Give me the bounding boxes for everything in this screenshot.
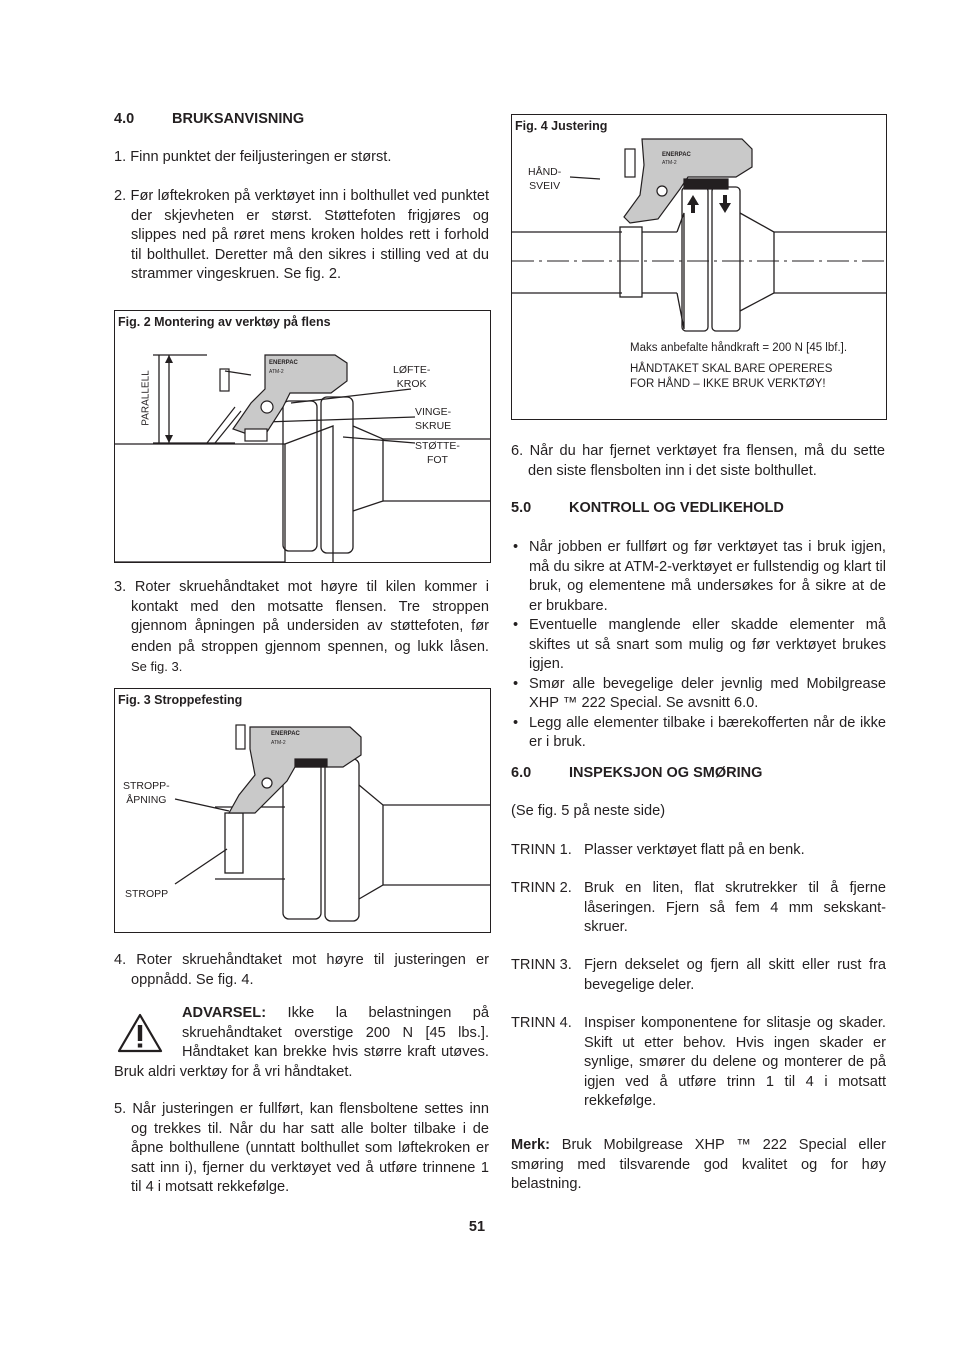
list-item: • Når jobben er fullført og før verktøyet tas i bruk igjen, må du sikre at ATM-2-verktøyet er fullstendig og klart til bruk, og elementene må undersøkes for å sikre at de er brukbare. xyxy=(511,538,886,616)
section-5-title: KONTROLL OG VEDLIKEHOLD xyxy=(569,500,784,516)
maintenance-list xyxy=(511,538,886,753)
trinn-label: TRINN 2. xyxy=(511,880,572,896)
fig4-note-warning: HÅNDTAKET SKAL BARE OPERERES FOR HÅND – IKKE BRUK VERKTØY! xyxy=(630,363,833,390)
fig3-tool-brand: ENERPAC xyxy=(271,731,300,737)
step-6: 6. Når du har fjernet verktøyet fra flensen, må du sette den siste flensbolten inn i det siste bolthullet. xyxy=(511,443,885,479)
section-6-number: 6.0 xyxy=(511,765,532,781)
section-5-number: 5.0 xyxy=(511,500,532,516)
trinn-2 xyxy=(511,879,886,938)
section-4-number: 4.0 xyxy=(114,111,135,127)
figure-3-illustration xyxy=(115,689,490,932)
label-stropp-apning: STROPP- ÅPNING xyxy=(123,780,170,806)
label-vinge-skrue: VINGE- SKRUE xyxy=(415,406,452,432)
merk-text: Bruk Mobilgrease XHP ™ 222 Special eller smøring med tilsvarende god kvalitet og for høy belastning. xyxy=(511,1137,886,1192)
step-2: 2. Før løftekroken på verktøyet inn i bolthullet ved punktet der skjevheten er størst. Støttefoten frigjøres og slippes ned på røret mens kroken holdes rett i forhold til bolthullet. Deretter må den sikres i stilling ved at du strammer vingeskruen. Se fig. 2. xyxy=(114,188,489,282)
trinn-label: TRINN 4. xyxy=(511,1015,572,1031)
note-merk xyxy=(511,1136,886,1195)
list-item: • Eventuelle manglende eller skadde elementer må skiftes ut så snart som mulig og før verktøyet brukes igjen. xyxy=(511,616,886,675)
list-item: • Smør alle bevegelige deler jevnlig med Mobilgrease XHP ™ 222 Special. Se avsnitt 6.0. xyxy=(511,675,886,714)
trinn-text: Bruk en liten, flat skrutrekker til å fjerne låseringen. Fjern så fem 4 mm sekskant-skruer. xyxy=(584,880,886,935)
fig4-tool-brand: ENERPAC xyxy=(662,152,691,158)
label-stotte-fot: STØTTE- FOT xyxy=(415,440,460,466)
figure-3 xyxy=(114,688,491,933)
trinn-text: Fjern dekselet og fjern all skitt eller rust fra bevegelige deler. xyxy=(584,957,886,993)
trinn-label: TRINN 3. xyxy=(511,957,572,973)
figure-4 xyxy=(511,114,887,420)
figure-3-title: Fig. 3 Stroppefesting xyxy=(118,693,243,707)
trinn-1 xyxy=(511,841,886,861)
step-4: 4. Roter skruehåndtaket mot høyre til justeringen er oppnådd. Se fig. 4. xyxy=(114,952,489,988)
fig4-tool-model: ATM-2 xyxy=(662,160,677,166)
section-4-title: BRUKSANVISNING xyxy=(172,111,305,127)
figure-2-title: Fig. 2 Montering av verktøy på flens xyxy=(118,315,331,329)
figure-2 xyxy=(114,310,491,563)
warning-text: Ikke la belastningen på skruehåndtaket overstige 200 N [45 lbs.]. Håndtaket kan brekke hvis større kraft utøves. Bruk aldri verktøy for å vri håndtaket. xyxy=(114,1005,489,1080)
warning-label: ADVARSEL: xyxy=(182,1005,267,1021)
step-3-text: 3. Roter skruehåndtaket mot høyre til kilen kommer i kontakt med den motsatte flensen. Tre stroppen gjennom åpningen på undersiden av støttefoten, før enden på stroppen gjennom spennen, og lukk låsen. xyxy=(114,579,489,655)
label-lofte-krok: LØFTE- KROK xyxy=(393,364,431,390)
figure-4-title: Fig. 4 Justering xyxy=(515,119,608,133)
section-6-title: INSPEKSJON OG SMØRING xyxy=(569,765,763,781)
label-parallell: PARALLELL xyxy=(140,370,152,426)
warning-block xyxy=(114,1004,489,1082)
page-number: 51 xyxy=(468,1219,486,1235)
tool-brand: ENERPAC xyxy=(269,360,298,366)
tool-model: ATM-2 xyxy=(269,369,284,375)
figure-2-illustration xyxy=(115,311,490,562)
trinn-3 xyxy=(511,956,886,995)
trinn-4 xyxy=(511,1014,886,1112)
merk-label: Merk: xyxy=(511,1137,550,1153)
label-hand-sveiv: HÅND- SVEIV xyxy=(528,166,562,192)
trinn-label: TRINN 1. xyxy=(511,842,572,858)
see-fig-5: (Se fig. 5 på neste side) xyxy=(511,803,666,819)
step-3 xyxy=(114,578,489,678)
fig4-note-force: Maks anbefalte håndkraft = 200 N [45 lbf.]. xyxy=(630,342,848,354)
step-5: 5. Når justeringen er fullført, kan flensboltene settes inn og trekkes til. Når du har satt alle bolter tilbake i de åpne bolthullene (unntatt bolthullet som løftekroken er satt inn i), fjerner du verktøyet ved å utføre trinnene 1 til 4 i motsatt rekkefølge. xyxy=(114,1101,489,1195)
list-item: • Legg alle elementer tilbake i bærekofferten når de ikke er i bruk. xyxy=(511,714,886,753)
trinn-text: Inspiser komponentene for slitasje og skader. Skift ut etter behov. Hvis ingen skader er synlige, smører du delene og monterer de på igjen ved å utføre trinn 1 til 4 i motsatt rekkefølge. xyxy=(584,1015,886,1109)
step-1: 1. Finn punktet der feiljusteringen er størst. xyxy=(114,149,392,165)
fig3-tool-model: ATM-2 xyxy=(271,740,286,746)
label-stropp: STROPP xyxy=(125,888,169,900)
trinn-text: Plasser verktøyet flatt på en benk. xyxy=(584,842,805,858)
step-3-ref: Se fig. 3. xyxy=(131,659,183,674)
